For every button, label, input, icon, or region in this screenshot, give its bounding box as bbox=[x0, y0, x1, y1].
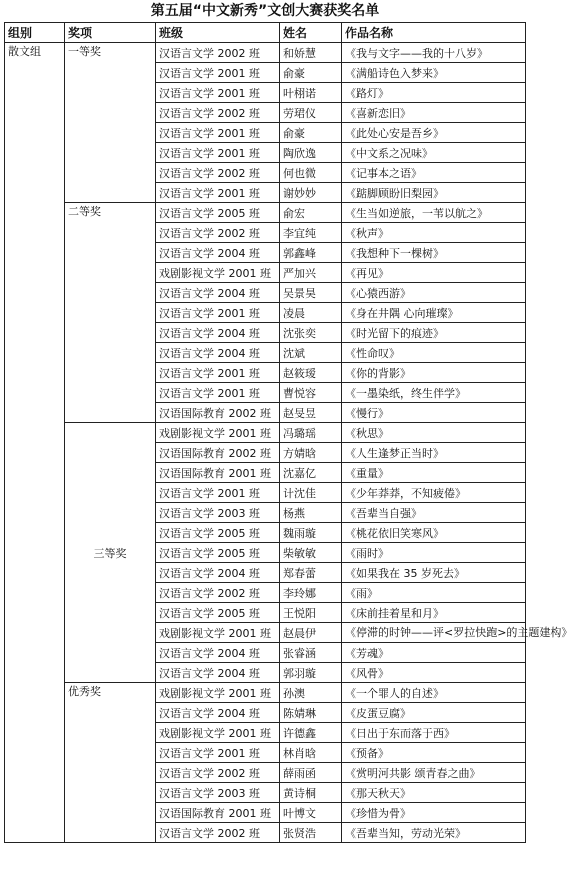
class-cell: 汉语言文学 2004 班 bbox=[156, 703, 280, 723]
work-cell: 《吾辈当自强》 bbox=[342, 503, 526, 523]
name-cell: 黄诗桐 bbox=[280, 783, 342, 803]
work-cell: 《性命叹》 bbox=[342, 343, 526, 363]
name-cell: 严加兴 bbox=[280, 263, 342, 283]
name-cell: 沈斌 bbox=[280, 343, 342, 363]
work-cell: 《日出于东而落于西》 bbox=[342, 723, 526, 743]
name-cell: 俞宏 bbox=[280, 203, 342, 223]
name-cell: 沈嘉亿 bbox=[280, 463, 342, 483]
name-cell: 赵晨伊 bbox=[280, 623, 342, 643]
work-cell: 《我与文字——我的十八岁》 bbox=[342, 43, 526, 63]
class-cell: 戏剧影视文学 2001 班 bbox=[156, 723, 280, 743]
class-cell: 汉语言文学 2002 班 bbox=[156, 103, 280, 123]
class-cell: 汉语言文学 2001 班 bbox=[156, 143, 280, 163]
class-cell: 汉语言文学 2004 班 bbox=[156, 563, 280, 583]
work-cell: 《如果我在 35 岁死去》 bbox=[342, 563, 526, 583]
class-cell: 戏剧影视文学 2001 班 bbox=[156, 623, 280, 643]
name-cell: 李宜纯 bbox=[280, 223, 342, 243]
name-cell: 陈婧琳 bbox=[280, 703, 342, 723]
name-cell: 赵旻昱 bbox=[280, 403, 342, 423]
name-cell: 王悦阳 bbox=[280, 603, 342, 623]
name-cell: 凌晨 bbox=[280, 303, 342, 323]
header-award: 奖项 bbox=[65, 23, 156, 43]
work-cell: 《床前挂着星和月》 bbox=[342, 603, 526, 623]
table-row bbox=[5, 203, 526, 223]
class-cell: 汉语言文学 2001 班 bbox=[156, 483, 280, 503]
name-cell: 陶欣逸 bbox=[280, 143, 342, 163]
name-cell: 叶博文 bbox=[280, 803, 342, 823]
award-cell: 一等奖 bbox=[65, 43, 156, 203]
class-cell: 汉语言文学 2004 班 bbox=[156, 643, 280, 663]
name-cell: 张睿涵 bbox=[280, 643, 342, 663]
class-cell: 汉语国际教育 2002 班 bbox=[156, 443, 280, 463]
class-cell: 汉语言文学 2005 班 bbox=[156, 543, 280, 563]
work-cell: 《预备》 bbox=[342, 743, 526, 763]
table-row bbox=[5, 43, 526, 63]
name-cell: 郭羽璇 bbox=[280, 663, 342, 683]
class-cell: 汉语言文学 2003 班 bbox=[156, 783, 280, 803]
name-cell: 林肖晗 bbox=[280, 743, 342, 763]
award-table-body bbox=[5, 43, 572, 843]
work-cell: 《一墨染纸，终生伴学》 bbox=[342, 383, 526, 403]
work-cell: 《少年莽莽，不知疲倦》 bbox=[342, 483, 526, 503]
class-cell: 戏剧影视文学 2001 班 bbox=[156, 423, 280, 443]
class-cell: 汉语言文学 2001 班 bbox=[156, 383, 280, 403]
work-cell: 《珍惜为骨》 bbox=[342, 803, 526, 823]
name-cell: 魏雨璇 bbox=[280, 523, 342, 543]
class-cell: 汉语言文学 2002 班 bbox=[156, 823, 280, 843]
name-cell: 薛雨函 bbox=[280, 763, 342, 783]
class-cell: 汉语言文学 2005 班 bbox=[156, 603, 280, 623]
work-cell: 《你的背影》 bbox=[342, 363, 526, 383]
class-cell: 汉语言文学 2002 班 bbox=[156, 583, 280, 603]
name-cell: 郑春蕾 bbox=[280, 563, 342, 583]
work-cell: 《吾辈当知，劳动光荣》 bbox=[342, 823, 526, 843]
name-cell: 李玲娜 bbox=[280, 583, 342, 603]
work-cell: 《身在井隅 心向璀璨》 bbox=[342, 303, 526, 323]
header-name: 姓名 bbox=[280, 23, 342, 43]
name-cell: 计沈佳 bbox=[280, 483, 342, 503]
class-cell: 汉语言文学 2001 班 bbox=[156, 63, 280, 83]
class-cell: 汉语国际教育 2001 班 bbox=[156, 463, 280, 483]
class-cell: 汉语言文学 2004 班 bbox=[156, 283, 280, 303]
name-cell: 孙澳 bbox=[280, 683, 342, 703]
class-cell: 汉语言文学 2001 班 bbox=[156, 123, 280, 143]
work-cell: 《喜新恋旧》 bbox=[342, 103, 526, 123]
work-cell: 《满船诗色入梦来》 bbox=[342, 63, 526, 83]
work-cell: 《人生逢梦正当时》 bbox=[342, 443, 526, 463]
page-title: 第五届“中文新秀”文创大赛获奖名单 bbox=[150, 3, 380, 19]
class-cell: 汉语言文学 2001 班 bbox=[156, 363, 280, 383]
work-cell: 《秋思》 bbox=[342, 423, 526, 443]
award-table bbox=[4, 22, 572, 843]
work-cell: 《踮脚顾盼旧梨园》 bbox=[342, 183, 526, 203]
class-cell: 汉语国际教育 2001 班 bbox=[156, 803, 280, 823]
class-cell: 汉语言文学 2004 班 bbox=[156, 323, 280, 343]
class-cell: 汉语言文学 2001 班 bbox=[156, 303, 280, 323]
class-cell: 汉语言文学 2004 班 bbox=[156, 663, 280, 683]
class-cell: 汉语言文学 2002 班 bbox=[156, 763, 280, 783]
work-cell: 《慢行》 bbox=[342, 403, 526, 423]
class-cell: 汉语言文学 2004 班 bbox=[156, 343, 280, 363]
class-cell: 汉语言文学 2001 班 bbox=[156, 743, 280, 763]
table-row bbox=[5, 683, 526, 703]
work-cell: 《一个罪人的自述》 bbox=[342, 683, 526, 703]
award-cell: 二等奖 bbox=[65, 203, 156, 423]
class-cell: 汉语言文学 2004 班 bbox=[156, 243, 280, 263]
header-class: 班级 bbox=[156, 23, 280, 43]
work-cell: 《此处心安是吾乡》 bbox=[342, 123, 526, 143]
name-cell: 曹悦容 bbox=[280, 383, 342, 403]
work-cell: 《心猿西游》 bbox=[342, 283, 526, 303]
work-cell: 《雨》 bbox=[342, 583, 526, 603]
class-cell: 汉语言文学 2003 班 bbox=[156, 503, 280, 523]
work-cell: 《芳魂》 bbox=[342, 643, 526, 663]
name-cell: 俞豪 bbox=[280, 63, 342, 83]
work-cell: 《我想种下一棵树》 bbox=[342, 243, 526, 263]
name-cell: 许德鑫 bbox=[280, 723, 342, 743]
group-cell: 散文组 bbox=[5, 43, 65, 843]
name-cell: 郭鑫峰 bbox=[280, 243, 342, 263]
work-cell: 《中文系之况味》 bbox=[342, 143, 526, 163]
class-cell: 汉语国际教育 2002 班 bbox=[156, 403, 280, 423]
header-group: 组别 bbox=[5, 23, 65, 43]
name-cell: 赵筱瑷 bbox=[280, 363, 342, 383]
name-cell: 柴敏敏 bbox=[280, 543, 342, 563]
name-cell: 张贤浩 bbox=[280, 823, 342, 843]
name-cell: 和娇慧 bbox=[280, 43, 342, 63]
header-work: 作品名称 bbox=[342, 23, 526, 43]
name-cell: 俞豪 bbox=[280, 123, 342, 143]
name-cell: 吴景昊 bbox=[280, 283, 342, 303]
class-cell: 戏剧影视文学 2001 班 bbox=[156, 683, 280, 703]
work-cell: 《路灯》 bbox=[342, 83, 526, 103]
table-row bbox=[5, 423, 526, 443]
work-cell: 《记事本之语》 bbox=[342, 163, 526, 183]
award-cell: 优秀奖 bbox=[65, 683, 156, 843]
work-cell: 《重量》 bbox=[342, 463, 526, 483]
name-cell: 叶栩诺 bbox=[280, 83, 342, 103]
work-cell: 《赏明河共影 颂青春之曲》 bbox=[342, 763, 526, 783]
work-cell: 《停滞的时钟——评<罗拉快跑>的主题建构》 bbox=[342, 623, 526, 643]
class-cell: 戏剧影视文学 2001 班 bbox=[156, 263, 280, 283]
work-cell: 《风骨》 bbox=[342, 663, 526, 683]
name-cell: 方婧晗 bbox=[280, 443, 342, 463]
name-cell: 冯璐瑶 bbox=[280, 423, 342, 443]
name-cell: 杨燕 bbox=[280, 503, 342, 523]
work-cell: 《生当如逆旅，一苇以航之》 bbox=[342, 203, 526, 223]
work-cell: 《那天秋天》 bbox=[342, 783, 526, 803]
name-cell: 沈张奕 bbox=[280, 323, 342, 343]
name-cell: 劳珺仪 bbox=[280, 103, 342, 123]
work-cell: 《桃花依旧笑寒风》 bbox=[342, 523, 526, 543]
class-cell: 汉语言文学 2002 班 bbox=[156, 223, 280, 243]
header-row bbox=[5, 23, 526, 43]
work-cell: 《雨时》 bbox=[342, 543, 526, 563]
class-cell: 汉语言文学 2005 班 bbox=[156, 203, 280, 223]
name-cell: 何也微 bbox=[280, 163, 342, 183]
name-cell: 谢妙妙 bbox=[280, 183, 342, 203]
work-cell: 《皮蛋豆腐》 bbox=[342, 703, 526, 723]
class-cell: 汉语言文学 2002 班 bbox=[156, 43, 280, 63]
class-cell: 汉语言文学 2002 班 bbox=[156, 163, 280, 183]
class-cell: 汉语言文学 2001 班 bbox=[156, 83, 280, 103]
award-cell: 三等奖 bbox=[65, 423, 156, 683]
class-cell: 汉语言文学 2005 班 bbox=[156, 523, 280, 543]
class-cell: 汉语言文学 2001 班 bbox=[156, 183, 280, 203]
work-cell: 《时光留下的痕迹》 bbox=[342, 323, 526, 343]
work-cell: 《再见》 bbox=[342, 263, 526, 283]
work-cell: 《秋声》 bbox=[342, 223, 526, 243]
